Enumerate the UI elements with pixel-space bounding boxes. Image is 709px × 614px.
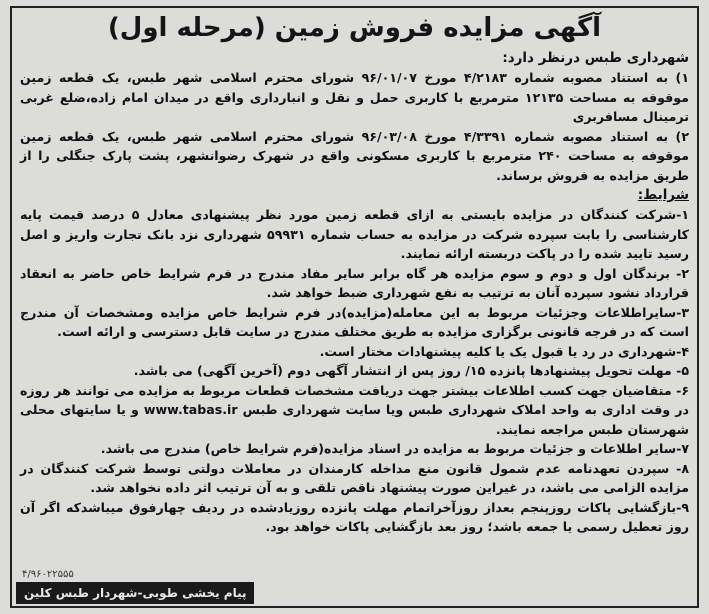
conditions-title: شرایط: [637, 187, 689, 203]
condition-2: ۲- برندگان اول و دوم و سوم مزایده هر گاه برابر سایر مفاد مندرج در فرم شرایط خاص حاضر به انعقاد قرارداد نشود سپرده آنان به ترتیب به نفع شهرداری ضبط خواهد شد. [20, 265, 689, 300]
reference-code: ۴/۹۶۰۲۲۵۵۵ [22, 569, 74, 580]
item-2: ۲) به استناد مصوبه شماره ۴/۳۳۹۱ مورخ ۹۶/۰۳/۰۸ شورای محترم اسلامی شهر طبس، یک قطعه زمین موقوفه به مساحت ۲۴۰ مترمربع با کاربری مسکونی واقع در شهرک رضوانشهر، پشت پارک جنگلی را از طریق مزایده به فروش برساند. [20, 128, 689, 183]
condition-3: ۳-سایراطلاعات وجزئیات مربوط به این معامله(مزایده)در فرم شرایط خاص مزایده ومشخصات آن مندرج است که در فرجه قانونی برگزاری مزایده به طریق مختلف مندرج در سایت قابل دسترسی و ارائه است. [20, 304, 689, 339]
condition-4: ۴-شهرداری در رد یا قبول یک یا کلیه پیشنهادات مختار است. [319, 343, 689, 359]
item-1: ۱) به استناد مصوبه شماره ۴/۲۱۸۳ مورخ ۹۶/۰۱/۰۷ شورای محترم اسلامی شهر طبس، یک قطعه زمین موقوفه به مساحت ۱۲۱۳۵ مترمربع با کاربری حمل و نقل و انبارداری واقع در میدان امام زاده،ضلع غربی ترمینال مسافربری [20, 70, 689, 124]
ad-frame [10, 6, 699, 608]
intro-text: شهرداری طبس درنظر دارد: [502, 50, 689, 66]
ad-title: آگهی مزایده فروش زمین (مرحله اول) [107, 13, 602, 43]
signature-footer: پیام یخشی طوبی-شهردار طبس کلین [16, 582, 254, 604]
condition-6: ۶- متقاضیان جهت کسب اطلاعات بیشتر جهت دریافت مشخصات قطعات مربوط به مزایده می توانند هر روزه در وقت اداری به واحد املاک شهرداری طبس ویا سایت شهرداری طبس www.tabas.ir و یا سایتهای محلی شهرستان طبس مراجعه نمایند. [20, 382, 689, 437]
condition-1: ۱-شرکت کنندگان در مزایده بایستی به ازای قطعه زمین مورد نظر پیشنهادی معادل ۵ درصد قیمت پایه کارشناسی را بابت سپرده شرکت در مزایده به حساب شماره ۵۹۹۳۱ شهرداری نزد بانک تجارت واریز و اصل رسید تایید شده را در پاکت دربسته ارائه نمایند. [20, 207, 690, 261]
condition-7: ۷-سایر اطلاعات و جزئیات مربوط به مزایده در اسناد مزایده(فرم شرایط خاص) مندرج می باشد. [100, 441, 689, 456]
condition-8: ۸- سپردن تعهدنامه عدم شمول قانون منع مداخله کارمندان در معاملات دولتی توسط شرکت کنندگان در مزایده الزامی می باشد، در غیراین صورت پیشنهاد ناقص تلقی و به آن ترتیب اثر داده نخواهد شد. [20, 460, 689, 495]
condition-9: ۹-بازگشایی پاکات روزپنجم بعداز روزآخراتمام مهلت پانزده روزیادشده در ردیف چهارفوق میباشدکه اگر آن روز تعطیل رسمی یا جمعه باشد؛ روز بعد بازگشایی پاکات خواهد بود. [20, 499, 689, 534]
condition-5: ۵- مهلت تحویل پیشنهادها پانزده ۱۵/ روز پس از انتشار آگهی دوم (آخرین آگهی) می باشد. [133, 363, 689, 378]
